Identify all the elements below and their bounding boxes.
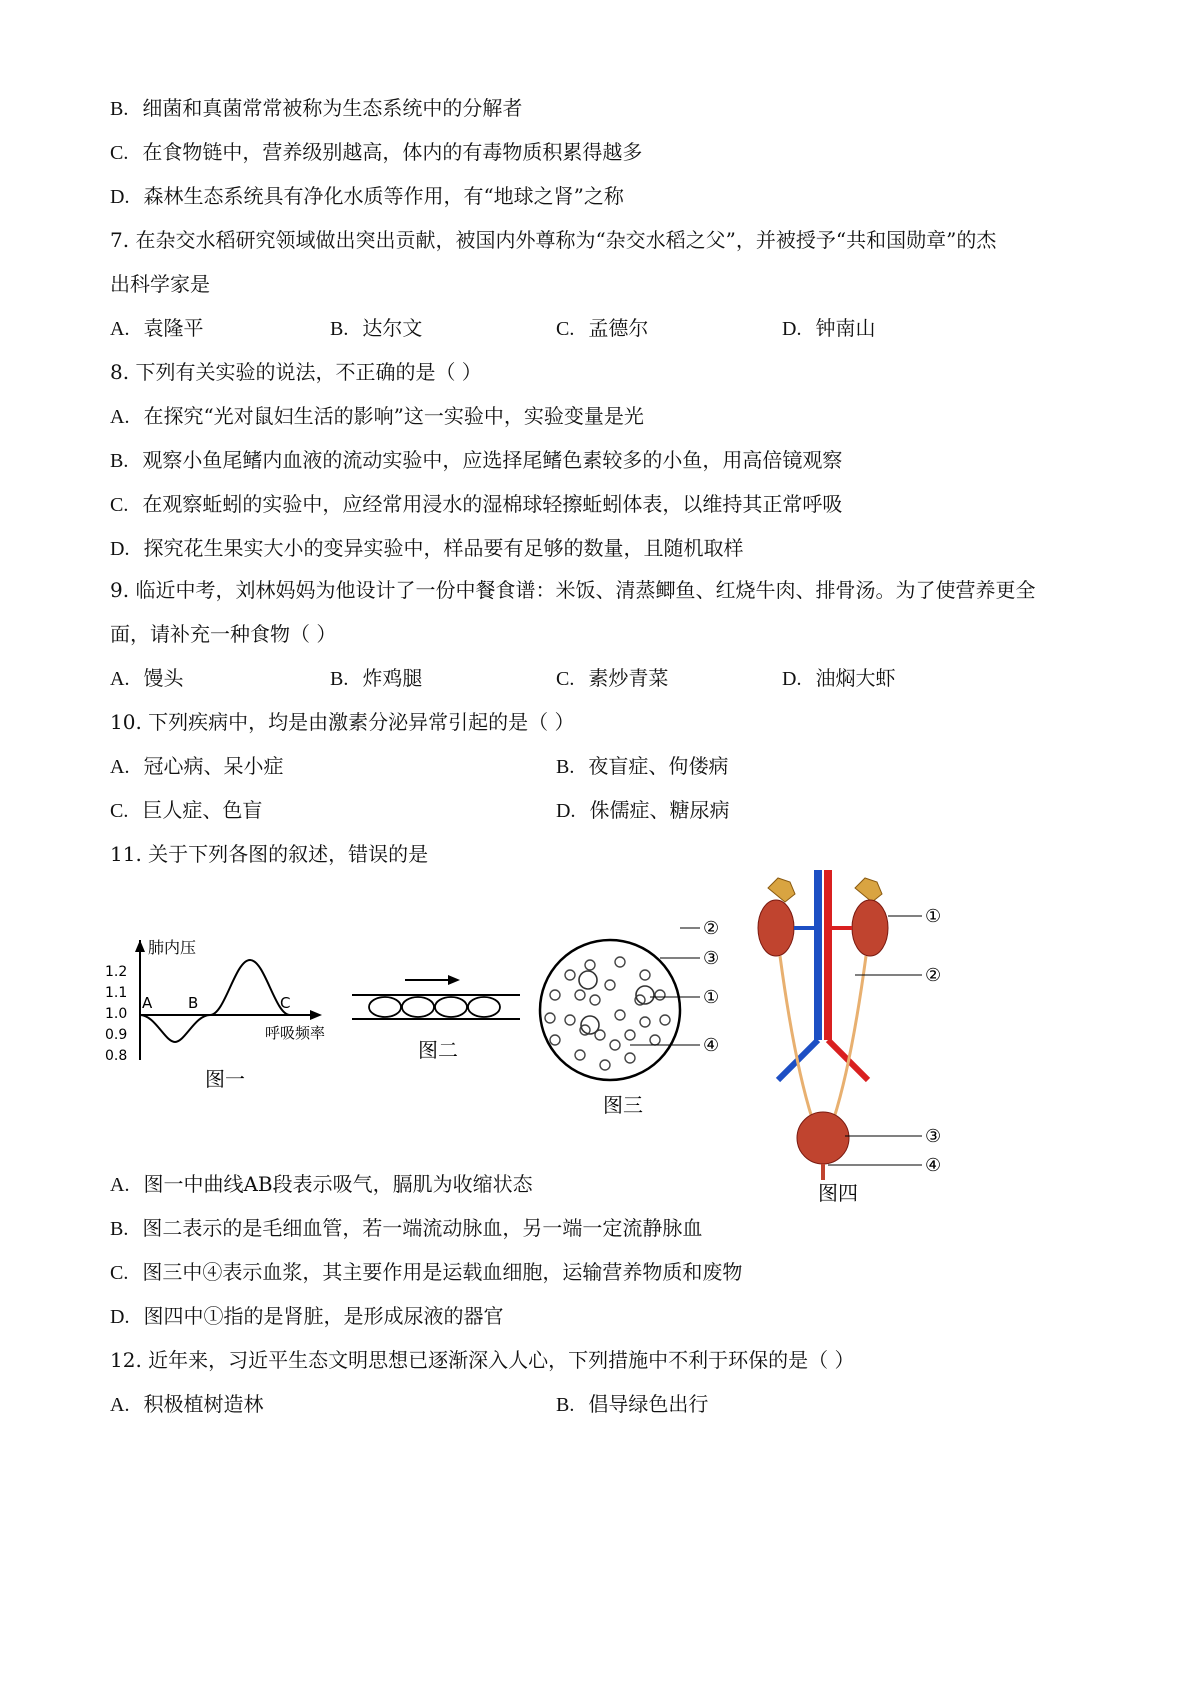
fig4-label-3: ③ [925, 1126, 942, 1147]
q8-option-d: D. 探究花生果实大小的变异实验中，样品要有足够的数量，且随机取样 [110, 536, 744, 560]
q6-option-d: D. 森林生态系统具有净化水质等作用，有“地球之肾”之称 [110, 184, 624, 208]
q7-option-a: A. 袁隆平 [110, 316, 204, 340]
q10-option-d: D. 侏儒症、糖尿病 [556, 798, 730, 822]
q8-option-a: A. 在探究“光对鼠妇生活的影响”这一实验中，实验变量是光 [110, 404, 644, 428]
fig3-caption: 图三 [603, 1093, 643, 1117]
figure-4-urinary-system [758, 870, 941, 1205]
fig4-label-2: ② [925, 965, 942, 986]
fig1-point-a: A [142, 994, 153, 1012]
fig4-adrenal-left [768, 878, 795, 902]
fig1-ytick: 1.0 [105, 1006, 128, 1022]
fig2-red-cell [468, 997, 500, 1017]
q11-option-b: B. 图二表示的是毛细血管，若一端流动脉血，另一端一定流静脉血 [110, 1216, 703, 1240]
fig3-label-2: ② [703, 918, 720, 939]
fig2-caption: 图二 [418, 1038, 458, 1062]
fig3-field [540, 940, 680, 1080]
fig4-ureter-left [780, 956, 812, 1118]
q11-option-c: C. 图三中④表示血浆，其主要作用是运载血细胞，运输营养物质和废物 [110, 1260, 743, 1284]
fig2-red-cell [369, 997, 401, 1017]
figure-3-blood-smear [540, 918, 719, 1117]
fig3-labels [703, 918, 719, 1056]
q12-stem: 12. 近年来，习近平生态文明思想已逐渐深入人心，下列措施中不利于环保的是（ ） [110, 1348, 855, 1372]
fig4-kidney-right [852, 900, 888, 956]
q9-stem: 9. 临近中考，刘林妈妈为他设计了一份中餐食谱：米饭、清蒸鲫鱼、红烧牛肉、排骨汤。为了使营养更全 [110, 578, 1036, 602]
fig4-caption: 图四 [818, 1181, 858, 1205]
fig1-ytick: 1.1 [105, 985, 128, 1001]
fig4-label-1: ① [925, 906, 942, 927]
fig1-ytick: 0.9 [105, 1027, 128, 1043]
q8-option-b: B. 观察小鱼尾鳍内血液的流动实验中，应选择尾鳍色素较多的小鱼，用高倍镜观察 [110, 448, 843, 472]
q10-option-b: B. 夜盲症、佝偻病 [556, 754, 729, 778]
q10-stem: 10. 下列疾病中，均是由激素分泌异常引起的是（ ） [110, 710, 575, 734]
q7-stem-cont: 出科学家是 [110, 272, 210, 296]
q6-option-b: B. 细菌和真菌常常被称为生态系统中的分解者 [110, 96, 523, 120]
figure-1-graph [105, 938, 325, 1091]
q11-option-d: D. 图四中①指的是肾脏，是形成尿液的器官 [110, 1304, 504, 1328]
q10-option-a: A. 冠心病、呆小症 [110, 754, 284, 778]
fig3-label-1: ① [703, 987, 720, 1008]
q6-option-c: C. 在食物链中，营养级别越高，体内的有毒物质积累得越多 [110, 140, 643, 164]
q9-option-c: C. 素炒青菜 [556, 666, 669, 690]
fig4-adrenal-right [855, 878, 882, 902]
fig4-label-4: ④ [925, 1155, 942, 1176]
q7-option-d: D. 钟南山 [782, 316, 876, 340]
fig4-bladder [797, 1112, 849, 1164]
q10-option-c: C. 巨人症、色盲 [110, 798, 263, 822]
q11-stem: 11. 关于下列各图的叙述，错误的是 [110, 842, 429, 866]
q7-option-b: B. 达尔文 [330, 316, 423, 340]
fig2-arrowhead [448, 975, 460, 985]
fig1-y-arrow [135, 940, 145, 952]
fig1-ytick: 0.8 [105, 1048, 128, 1064]
fig2-red-cell [402, 997, 434, 1017]
fig3-label-4: ④ [703, 1035, 720, 1056]
q9-option-d: D. 油焖大虾 [782, 666, 896, 690]
q9-stem-cont: 面，请补充一种食物（ ） [110, 622, 337, 646]
q8-option-c: C. 在观察蚯蚓的实验中，应经常用浸水的湿棉球轻擦蚯蚓体表，以维持其正常呼吸 [110, 492, 843, 516]
fig1-point-c: C [280, 994, 291, 1012]
fig4-ureter-right [834, 956, 866, 1118]
q11-option-a: A. 图一中曲线AB段表示吸气，膈肌为收缩状态 [110, 1172, 533, 1196]
fig4-kidney-left [758, 900, 794, 956]
fig1-x-arrow [310, 1010, 322, 1020]
q9-option-a: A. 馒头 [110, 666, 184, 690]
q7-option-c: C. 孟德尔 [556, 316, 649, 340]
fig1-xlabel: 呼吸频率 [265, 1024, 326, 1042]
fig1-point-b: B [188, 994, 199, 1012]
q7-stem: 7. 在杂交水稻研究领域做出突出贡献，被国内外尊称为“杂交水稻之父”，并被授予“共和国勋章”的杰 [110, 228, 997, 252]
q12-option-b: B. 倡导绿色出行 [556, 1392, 709, 1416]
fig3-label-3: ③ [703, 948, 720, 969]
fig1-caption: 图一 [205, 1067, 245, 1091]
fig1-ytick: 1.2 [105, 964, 128, 980]
fig1-ylabel: 肺内压 [148, 938, 197, 957]
fig2-red-cell [435, 997, 467, 1017]
fig4-labels [925, 906, 941, 1176]
q12-option-a: A. 积极植树造林 [110, 1392, 264, 1416]
figure-2-capillary [352, 975, 520, 1062]
q8-stem: 8. 下列有关实验的说法，不正确的是（ ） [110, 360, 482, 384]
q9-option-b: B. 炸鸡腿 [330, 666, 423, 690]
